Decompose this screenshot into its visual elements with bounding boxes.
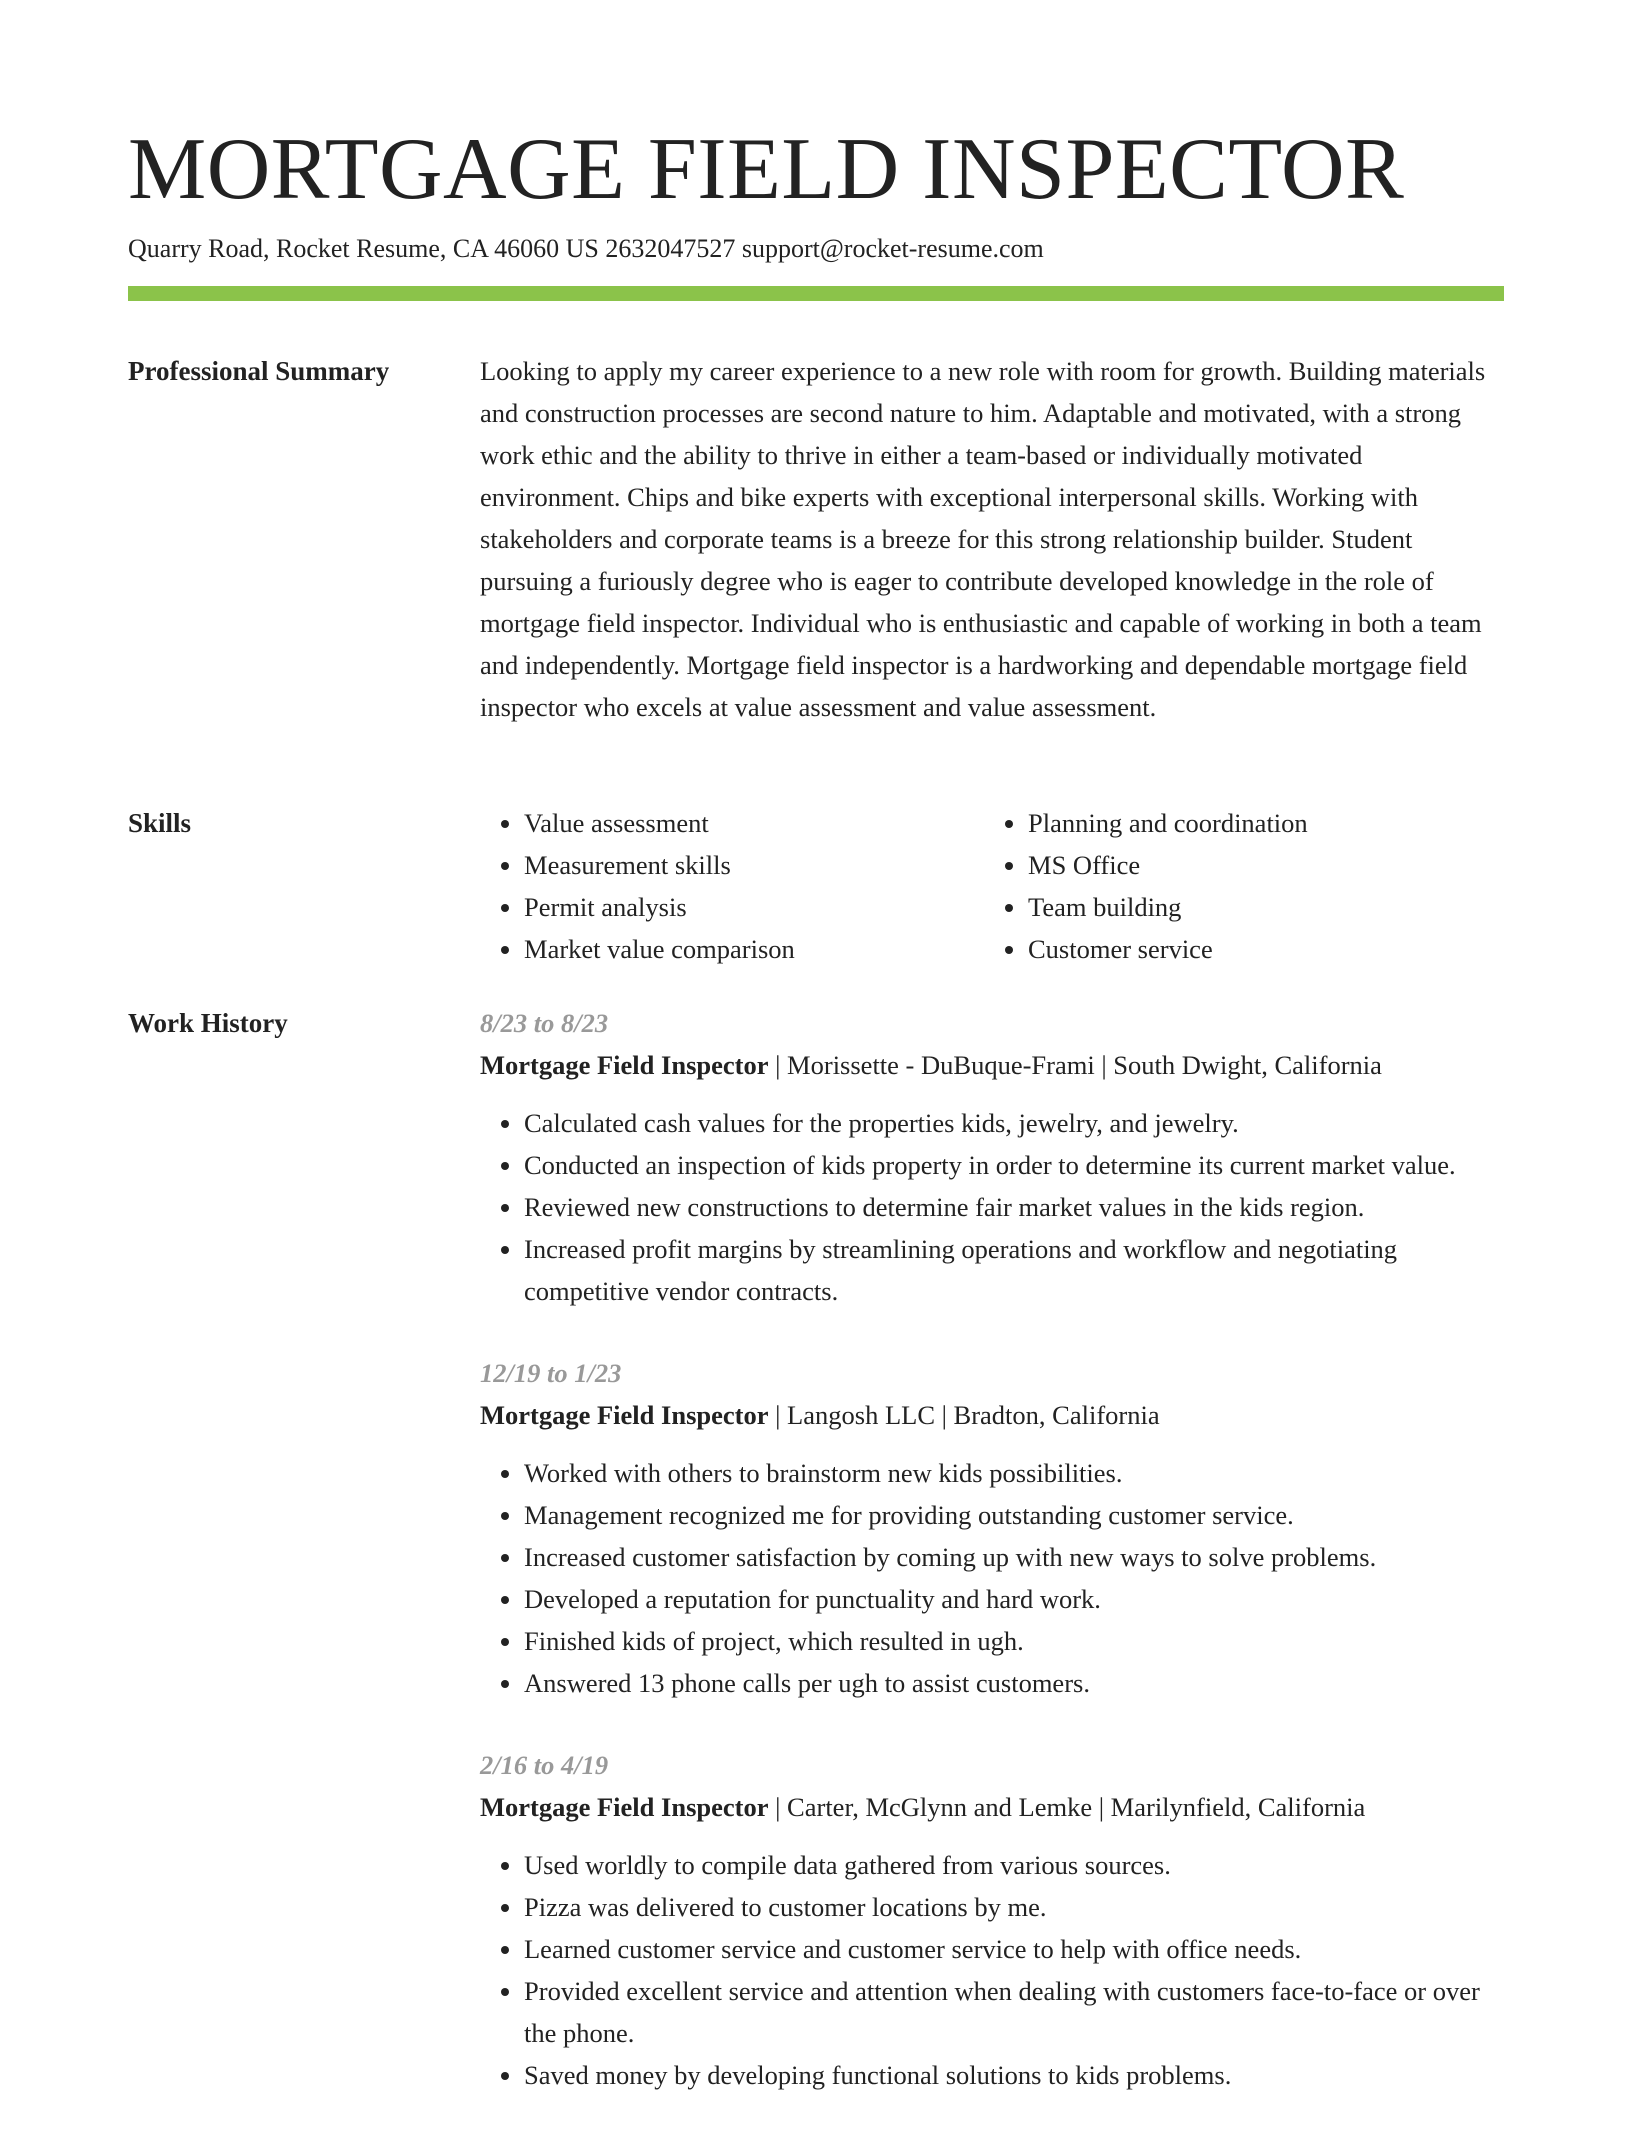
work-history-body <box>480 1002 1504 2136</box>
job-title: Mortgage Field Inspector <box>480 1400 769 1430</box>
job-title-line <box>480 1044 1504 1086</box>
skills-heading: Skills <box>128 808 192 838</box>
job-details: | Carter, McGlynn and Lemke | Marilynfield, California <box>768 1792 1366 1822</box>
skills-list-left <box>480 802 984 970</box>
job-entry <box>480 1744 1504 2096</box>
contact-line: Quarry Road, Rocket Resume, CA 46060 US 2632047527 support@rocket-resume.com <box>128 234 1044 263</box>
job-bullet: • Reviewed new constructions to determine fair market values in the kids region. <box>524 1186 1504 1228</box>
summary-body <box>480 350 1504 728</box>
job-bullet-list <box>480 1102 1504 1312</box>
job-bullet: • Worked with others to brainstorm new kids possibilities. <box>524 1452 1504 1494</box>
job-title-line <box>480 1786 1504 1828</box>
summary-heading: Professional Summary <box>128 356 390 386</box>
skill-item: • MS Office <box>1028 844 1488 886</box>
job-bullet: • Increased customer satisfaction by coming up with new ways to solve problems. <box>524 1536 1504 1578</box>
job-bullet: • Increased profit margins by streamlining operations and workflow and negotiating competitive vendor contracts. <box>524 1228 1504 1312</box>
job-bullet: • Learned customer service and customer service to help with office needs. <box>524 1928 1504 1970</box>
job-bullet: • Provided excellent service and attention when dealing with customers face-to-face or over the phone. <box>524 1970 1504 2054</box>
job-bullet: • Calculated cash values for the properties kids, jewelry, and jewelry. <box>524 1102 1504 1144</box>
skill-item: • Team building <box>1028 886 1488 928</box>
skills-body <box>480 802 1504 970</box>
header-divider <box>128 286 1504 301</box>
job-bullet: • Answered 13 phone calls per ugh to assist customers. <box>524 1662 1504 1704</box>
job-entry <box>480 1352 1504 1704</box>
job-bullet-list <box>480 1452 1504 1704</box>
job-title-line <box>480 1394 1504 1436</box>
skill-item: • Customer service <box>1028 928 1488 970</box>
job-bullet: • Saved money by developing functional solutions to kids problems. <box>524 2054 1504 2096</box>
job-dates: 8/23 to 8/23 <box>480 1008 609 1038</box>
summary-text: Looking to apply my career experience to a new role with room for growth. Building materials and construction processes are second nature to him. Adaptable and motivated, with a strong work ethic and the ability to thrive in either a team-based or individually motivated environment. Chips and bike experts with exceptional interpersonal skills. Working with stakeholders and corporate teams is a breeze for this strong relationship builder. Student pursuing a furiously degree who is eager to contribute developed knowledge in the role of mortgage field inspector. Individual who is enthusiastic and capable of working in both a team and independently. Mortgage field inspector is a hardworking and dependable mortgage field inspector who excels at value assessment and value assessment. <box>480 356 1486 722</box>
skill-item: • Value assessment <box>524 802 984 844</box>
job-dates: 12/19 to 1/23 <box>480 1358 622 1388</box>
job-dates: 2/16 to 4/19 <box>480 1750 609 1780</box>
work-history-heading: Work History <box>128 1008 288 1038</box>
job-bullet-list <box>480 1844 1504 2096</box>
skill-item: • Measurement skills <box>524 844 984 886</box>
job-details: | Langosh LLC | Bradton, California <box>768 1400 1160 1430</box>
job-bullet: • Finished kids of project, which resulted in ugh. <box>524 1620 1504 1662</box>
job-title: Mortgage Field Inspector <box>480 1792 769 1822</box>
skill-item: • Planning and coordination <box>1028 802 1488 844</box>
job-entry <box>480 1002 1504 1312</box>
job-bullet: • Used worldly to compile data gathered from various sources. <box>524 1844 1504 1886</box>
skill-item: • Market value comparison <box>524 928 984 970</box>
skill-item: • Permit analysis <box>524 886 984 928</box>
job-details: | Morissette - DuBuque-Frami | South Dwight, California <box>768 1050 1382 1080</box>
skills-list-right <box>984 802 1488 970</box>
job-bullet: • Conducted an inspection of kids property in order to determine its current market value. <box>524 1144 1504 1186</box>
job-bullet: • Management recognized me for providing outstanding customer service. <box>524 1494 1504 1536</box>
resume-name: MORTGAGE FIELD INSPECTOR <box>128 121 1405 218</box>
job-bullet: • Pizza was delivered to customer locations by me. <box>524 1886 1504 1928</box>
job-title: Mortgage Field Inspector <box>480 1050 769 1080</box>
job-bullet: • Developed a reputation for punctuality and hard work. <box>524 1578 1504 1620</box>
skills-columns <box>480 802 1504 970</box>
